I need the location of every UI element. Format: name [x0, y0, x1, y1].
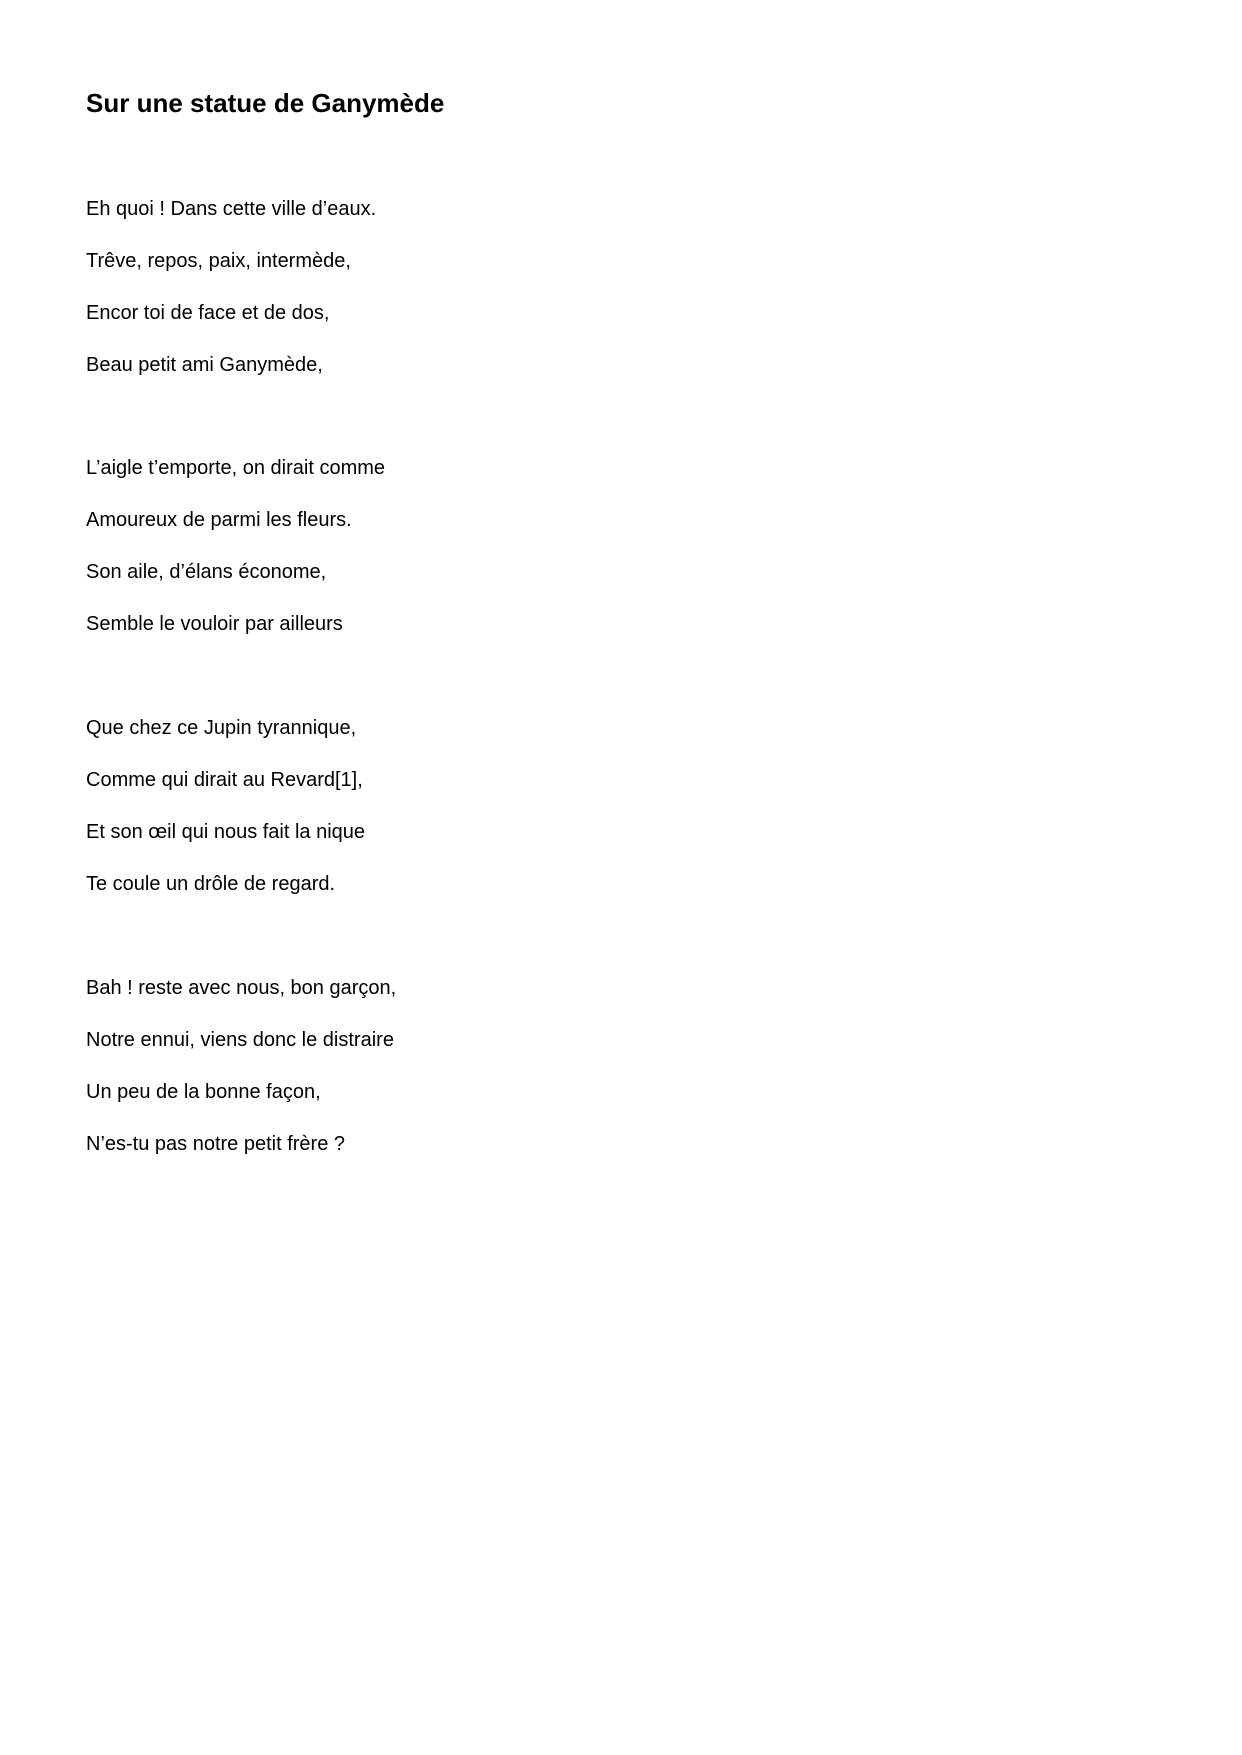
poem-line-4-3: Un peu de la bonne façon, — [86, 1081, 321, 1103]
poem-line-1-2: Trêve, repos, paix, intermède, — [86, 250, 351, 272]
poem-line-2-2: Amoureux de parmi les fleurs. — [86, 509, 352, 531]
poem-title: Sur une statue de Ganymède — [86, 88, 445, 118]
poem-line-4-2: Notre ennui, viens donc le distraire — [86, 1029, 394, 1051]
poem-line-3-3: Et son œil qui nous fait la nique — [86, 821, 366, 843]
poem-line-4-4: N’es-tu pas notre petit frère ? — [86, 1133, 346, 1155]
poem-line-2-3: Son aile, d’élans économe, — [86, 561, 327, 583]
poem-line-2-1: L’aigle t’emporte, on dirait comme — [86, 457, 386, 479]
poem-line-2-4: Semble le vouloir par ailleurs — [86, 613, 343, 635]
poem-line-1-3: Encor toi de face et de dos, — [86, 302, 330, 324]
poem-line-4-1: Bah ! reste avec nous, bon garçon, — [86, 977, 397, 999]
poem-line-1-1: Eh quoi ! Dans cette ville d’eaux. — [86, 198, 377, 220]
poem-line-3-2: Comme qui dirait au Revard[1], — [86, 769, 363, 791]
poem-line-3-4: Te coule un drôle de regard. — [86, 873, 336, 895]
poem-line-1-4: Beau petit ami Ganymède, — [86, 354, 323, 376]
poem-line-3-1: Que chez ce Jupin tyrannique, — [86, 717, 357, 739]
